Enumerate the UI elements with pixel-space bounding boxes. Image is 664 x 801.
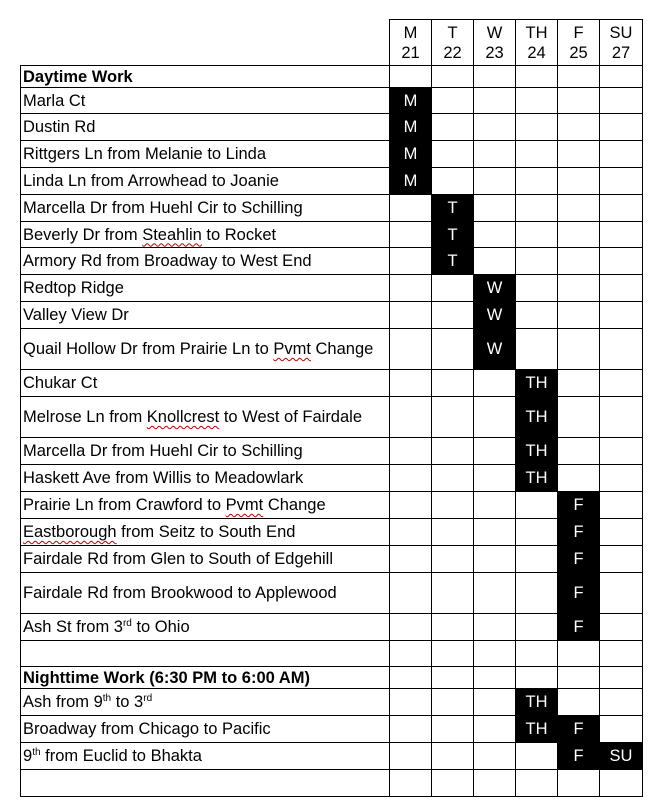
day-cell <box>516 641 558 667</box>
table-row <box>21 248 643 275</box>
day-cell <box>390 519 432 546</box>
day-cell <box>390 66 432 88</box>
day-cell <box>600 546 643 573</box>
table-row <box>21 438 643 465</box>
section-title-row <box>21 667 643 689</box>
day-cell <box>516 141 558 168</box>
day-cell <box>558 88 600 114</box>
day-cell <box>558 641 600 667</box>
table-row <box>21 302 643 329</box>
day-cell <box>432 141 474 168</box>
day-cell <box>558 114 600 141</box>
day-cell <box>432 397 474 438</box>
street-segment <box>21 546 390 573</box>
text-run: Rittgers Ln from Melanie to Linda <box>23 145 267 163</box>
day-cell <box>432 302 474 329</box>
day-cell <box>474 438 516 465</box>
superscript: th <box>32 747 41 758</box>
text-run: Broadway from Chicago to Pacific <box>23 720 271 738</box>
day-cell <box>516 222 558 248</box>
day-cell <box>474 88 516 114</box>
day-cell <box>516 546 558 573</box>
street-segment <box>21 716 390 743</box>
day-cell <box>390 222 432 248</box>
day-cell <box>432 573 474 614</box>
day-cell <box>474 397 516 438</box>
day-cell <box>516 275 558 302</box>
text-run: Dustin Rd <box>23 118 96 136</box>
text-run: Valley View Dr <box>23 306 129 324</box>
table-row <box>21 519 643 546</box>
scheduled-day-mark: W <box>474 329 516 370</box>
day-cell <box>390 397 432 438</box>
day-cell <box>558 195 600 222</box>
day-cell <box>390 195 432 222</box>
scheduled-day-mark: W <box>474 275 516 302</box>
text-run: Ash St from 3 <box>23 618 123 636</box>
day-cell <box>600 88 643 114</box>
day-cell <box>474 546 516 573</box>
scheduled-day-mark: F <box>558 492 600 519</box>
day-cell <box>390 465 432 492</box>
day-cell <box>516 248 558 275</box>
day-abbr: F <box>573 23 584 42</box>
street-segment <box>21 438 390 465</box>
day-cell <box>558 302 600 329</box>
text-run: Fairdale Rd from Glen to South of Edgehill <box>23 550 333 568</box>
table-row <box>21 743 643 770</box>
day-cell <box>390 689 432 716</box>
scheduled-day-mark: SU <box>600 743 643 770</box>
scheduled-day-mark: TH <box>516 370 558 397</box>
spellcheck-underlined-word: Knollcrest <box>146 408 220 426</box>
text-run: Haskett Ave from Willis to Meadowlark <box>23 469 304 487</box>
street-segment <box>21 114 390 141</box>
day-cell <box>516 492 558 519</box>
scheduled-day-mark: M <box>390 141 432 168</box>
day-cell <box>600 438 643 465</box>
scheduled-day-mark: T <box>432 195 474 222</box>
day-cell <box>558 397 600 438</box>
day-cell <box>600 302 643 329</box>
superscript: rd <box>122 618 132 629</box>
day-cell <box>600 195 643 222</box>
day-cell <box>600 667 643 689</box>
text-run: Change <box>310 340 374 358</box>
day-cell <box>390 329 432 370</box>
text-run: to Rocket <box>201 225 277 244</box>
street-segment <box>21 492 390 519</box>
street-segment <box>21 573 390 614</box>
day-cell <box>600 370 643 397</box>
day-cell <box>474 370 516 397</box>
day-cell <box>600 573 643 614</box>
day-cell <box>516 573 558 614</box>
text-run: Beverly Dr from <box>23 225 143 244</box>
text-run: Melrose Ln from <box>23 408 147 426</box>
day-cell <box>390 492 432 519</box>
text-run: from Euclid to Bhakta <box>40 747 202 765</box>
scheduled-day-mark: F <box>558 519 600 546</box>
table-row <box>21 573 643 614</box>
table-row <box>21 716 643 743</box>
text-run: from Seitz to South End <box>116 523 296 541</box>
street-segment <box>21 614 390 641</box>
day-cell <box>432 641 474 667</box>
day-cell <box>558 465 600 492</box>
day-cell <box>390 743 432 770</box>
table-row <box>21 465 643 492</box>
day-cell <box>432 275 474 302</box>
day-abbr: SU <box>609 23 633 42</box>
day-header-f <box>558 20 600 66</box>
section-title: Nighttime Work (6:30 PM to 6:00 AM) <box>21 667 390 689</box>
day-cell <box>390 641 432 667</box>
table-row <box>21 370 643 397</box>
day-cell <box>600 689 643 716</box>
day-cell <box>474 248 516 275</box>
table-row <box>21 195 643 222</box>
day-cell <box>474 66 516 88</box>
day-cell <box>558 438 600 465</box>
day-cell <box>432 465 474 492</box>
day-cell <box>474 770 516 797</box>
day-cell <box>432 519 474 546</box>
street-segment <box>21 519 390 546</box>
scheduled-day-mark: T <box>432 222 474 248</box>
day-cell <box>558 141 600 168</box>
day-cell <box>432 614 474 641</box>
day-cell <box>516 66 558 88</box>
text-run: Armory Rd from Broadway to West End <box>23 252 312 270</box>
day-cell <box>432 716 474 743</box>
day-cell <box>390 275 432 302</box>
text-run: to 3 <box>111 693 144 711</box>
day-cell <box>432 667 474 689</box>
street-segment <box>21 141 390 168</box>
day-cell <box>432 438 474 465</box>
day-cell <box>390 667 432 689</box>
day-cell <box>516 329 558 370</box>
day-cell <box>600 465 643 492</box>
work-schedule-table <box>20 19 643 797</box>
day-cell <box>474 716 516 743</box>
day-cell <box>516 195 558 222</box>
day-cell <box>558 222 600 248</box>
day-cell <box>432 770 474 797</box>
spellcheck-underlined-word: Pvmt <box>273 340 311 358</box>
day-cell <box>516 519 558 546</box>
scheduled-day-mark: M <box>390 168 432 195</box>
table-row <box>21 770 643 797</box>
scheduled-day-mark: TH <box>516 716 558 743</box>
day-abbr: M <box>403 23 418 42</box>
text-run: Prairie Ln from Crawford to <box>23 496 226 514</box>
text-run: Linda Ln from Arrowhead to Joanie <box>23 172 279 190</box>
day-header-su <box>600 20 643 66</box>
day-cell <box>390 614 432 641</box>
day-cell <box>474 195 516 222</box>
day-cell <box>516 743 558 770</box>
day-header-th <box>516 20 558 66</box>
day-cell <box>390 302 432 329</box>
day-header-row <box>21 20 643 66</box>
day-cell <box>600 716 643 743</box>
day-number: 23 <box>485 43 504 62</box>
day-header-m <box>390 20 432 66</box>
street-segment <box>21 275 390 302</box>
day-cell <box>558 370 600 397</box>
scheduled-day-mark: M <box>390 114 432 141</box>
superscript: rd <box>143 693 153 704</box>
day-number: 27 <box>611 43 631 62</box>
table-row <box>21 275 643 302</box>
superscript: th <box>102 693 112 704</box>
day-header-t <box>432 20 474 66</box>
day-cell <box>474 114 516 141</box>
street-segment <box>21 195 390 222</box>
day-cell <box>474 141 516 168</box>
scheduled-day-mark: TH <box>516 397 558 438</box>
day-cell <box>390 573 432 614</box>
table-row <box>21 492 643 519</box>
scheduled-day-mark: TH <box>516 689 558 716</box>
day-cell <box>516 302 558 329</box>
day-cell <box>474 667 516 689</box>
text-run: to West of Fairdale <box>219 408 363 426</box>
day-cell <box>600 248 643 275</box>
day-cell <box>516 770 558 797</box>
street-segment <box>21 641 390 667</box>
text-run: Redtop Ridge <box>23 279 124 297</box>
day-cell <box>432 114 474 141</box>
day-cell <box>432 370 474 397</box>
schedule-body <box>21 20 643 797</box>
day-cell <box>432 88 474 114</box>
day-cell <box>474 641 516 667</box>
day-cell <box>474 465 516 492</box>
street-segment <box>21 88 390 114</box>
day-cell <box>432 689 474 716</box>
day-cell <box>390 770 432 797</box>
day-number: 24 <box>527 43 546 62</box>
day-abbr: T <box>447 23 458 42</box>
day-cell <box>432 546 474 573</box>
day-cell <box>600 397 643 438</box>
table-row <box>21 168 643 195</box>
day-cell <box>474 492 516 519</box>
day-cell <box>516 614 558 641</box>
day-cell <box>558 667 600 689</box>
day-cell <box>558 275 600 302</box>
day-cell <box>558 329 600 370</box>
day-cell <box>432 329 474 370</box>
day-cell <box>600 641 643 667</box>
street-segment <box>21 168 390 195</box>
scheduled-day-mark: F <box>558 573 600 614</box>
text-run: Change <box>263 496 326 514</box>
day-cell <box>600 519 643 546</box>
text-run: Marla Ct <box>23 91 86 110</box>
day-cell <box>432 743 474 770</box>
day-cell <box>600 275 643 302</box>
street-segment <box>21 302 390 329</box>
table-row <box>21 88 643 114</box>
scheduled-day-mark: TH <box>516 438 558 465</box>
day-cell <box>600 168 643 195</box>
day-cell <box>390 370 432 397</box>
scheduled-day-mark: F <box>558 546 600 573</box>
day-cell <box>474 222 516 248</box>
header-blank-cell <box>21 20 390 66</box>
table-row <box>21 222 643 248</box>
day-cell <box>558 770 600 797</box>
day-cell <box>516 88 558 114</box>
day-cell <box>558 248 600 275</box>
street-segment <box>21 329 390 370</box>
day-cell <box>600 66 643 88</box>
table-row <box>21 114 643 141</box>
text-run: Chukar Ct <box>23 374 98 392</box>
street-segment <box>21 689 390 716</box>
day-abbr: TH <box>525 23 548 42</box>
table-row <box>21 641 643 667</box>
table-row <box>21 614 643 641</box>
table-row <box>21 397 643 438</box>
day-cell <box>516 114 558 141</box>
day-number: 25 <box>569 43 588 62</box>
day-cell <box>474 573 516 614</box>
table-row <box>21 141 643 168</box>
day-cell <box>432 66 474 88</box>
text-run: Ash from 9 <box>23 693 103 711</box>
scheduled-day-mark: TH <box>516 465 558 492</box>
day-cell <box>474 743 516 770</box>
scheduled-day-mark: F <box>558 743 600 770</box>
street-segment <box>21 370 390 397</box>
section-title: Daytime Work <box>21 66 390 88</box>
table-row <box>21 689 643 716</box>
day-cell <box>558 168 600 195</box>
day-cell <box>390 248 432 275</box>
spellcheck-underlined-word: Steahlin <box>142 225 202 244</box>
day-number: 22 <box>443 43 462 62</box>
day-cell <box>390 716 432 743</box>
street-segment <box>21 770 390 797</box>
street-segment <box>21 248 390 275</box>
day-cell <box>390 438 432 465</box>
section-title-row <box>21 66 643 88</box>
scheduled-day-mark: F <box>558 716 600 743</box>
scheduled-day-mark: M <box>390 88 432 114</box>
text-run: Quail Hollow Dr from Prairie Ln to <box>23 340 274 358</box>
day-cell <box>600 114 643 141</box>
table-row <box>21 546 643 573</box>
day-cell <box>432 492 474 519</box>
spellcheck-underlined-word: Eastborough <box>23 523 117 541</box>
day-abbr: W <box>486 23 503 42</box>
scheduled-day-mark: W <box>474 302 516 329</box>
text-run: to Ohio <box>131 618 190 636</box>
street-segment <box>21 397 390 438</box>
text-run: 9 <box>23 747 33 765</box>
text-run: Fairdale Rd from Brookwood to Applewood <box>23 584 337 602</box>
day-cell <box>558 689 600 716</box>
day-cell <box>600 492 643 519</box>
spellcheck-underlined-word: Pvmt <box>225 496 264 514</box>
table-row <box>21 329 643 370</box>
day-header-w <box>474 20 516 66</box>
day-cell <box>516 667 558 689</box>
text-run: Marcella Dr from Huehl Cir to Schilling <box>23 199 303 217</box>
day-cell <box>600 614 643 641</box>
day-cell <box>474 689 516 716</box>
street-segment <box>21 743 390 770</box>
day-cell <box>600 770 643 797</box>
day-cell <box>558 66 600 88</box>
day-cell <box>432 168 474 195</box>
day-number: 21 <box>401 43 420 62</box>
day-cell <box>516 168 558 195</box>
day-cell <box>600 222 643 248</box>
day-cell <box>600 141 643 168</box>
day-cell <box>390 546 432 573</box>
text-run: Marcella Dr from Huehl Cir to Schilling <box>23 442 303 460</box>
scheduled-day-mark: F <box>558 614 600 641</box>
street-segment <box>21 465 390 492</box>
scheduled-day-mark: T <box>432 248 474 275</box>
street-segment <box>21 222 390 248</box>
day-cell <box>474 614 516 641</box>
day-cell <box>474 519 516 546</box>
day-cell <box>474 168 516 195</box>
day-cell <box>600 329 643 370</box>
